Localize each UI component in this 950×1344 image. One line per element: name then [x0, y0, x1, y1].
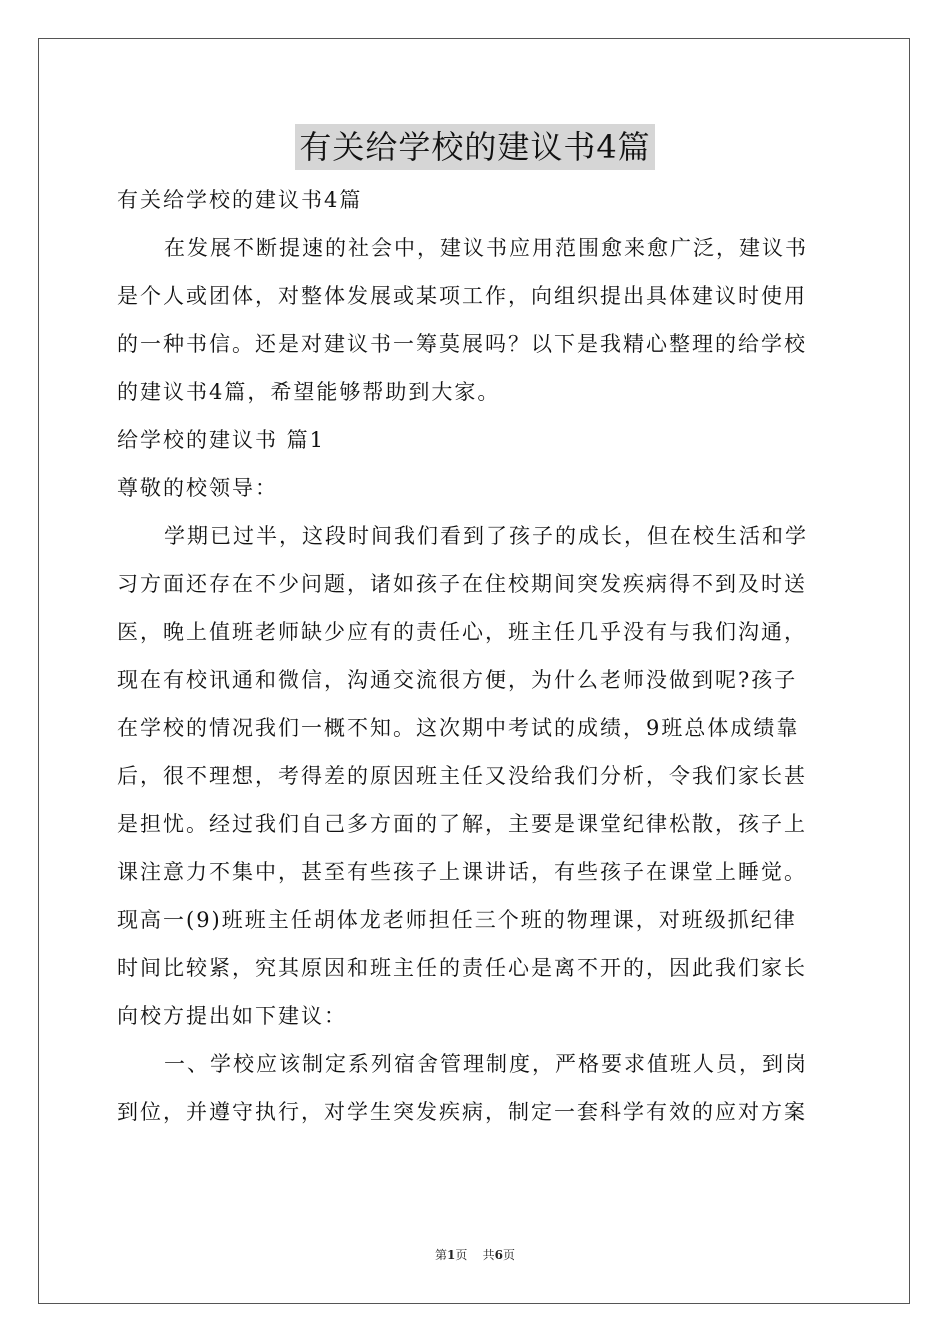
body-paragraph-line: 时间比较紧，究其原因和班主任的责任心是离不开的，因此我们家长	[117, 956, 807, 980]
body-paragraph-line: 现高一(9)班班主任胡体龙老师担任三个班的物理课，对班级抓纪律	[117, 908, 797, 932]
body-paragraph-line: 是担忧。经过我们自己多方面的了解，主要是课堂纪律松散，孩子上	[117, 812, 807, 836]
suggestion-paragraph-line: 到位，并遵守执行，对学生突发疾病，制定一套科学有效的应对方案	[117, 1100, 807, 1124]
subtitle-line: 有关给学校的建议书4篇	[117, 188, 363, 212]
body-paragraph-line: 后，很不理想，考得差的原因班主任又没给我们分析，令我们家长甚	[117, 764, 807, 788]
intro-paragraph-line: 的建议书4篇，希望能够帮助到大家。	[117, 380, 501, 404]
body-paragraph-line: 向校方提出如下建议：	[117, 1004, 347, 1028]
total-page-count: 6	[494, 1248, 503, 1262]
body-paragraph-line: 医，晚上值班老师缺少应有的责任心，班主任几乎没有与我们沟通，	[117, 620, 807, 644]
intro-paragraph-line: 的一种书信。还是对建议书一筹莫展吗？以下是我精心整理的给学校	[117, 332, 807, 356]
suggestion-paragraph-line: 一、学校应该制定系列宿舍管理制度，严格要求值班人员，到岗	[164, 1052, 808, 1076]
intro-paragraph-line: 是个人或团体，对整体发展或某项工作，向组织提出具体建议时使用	[117, 284, 807, 308]
title-area	[0, 124, 950, 170]
salutation: 尊敬的校领导：	[117, 476, 278, 500]
body-paragraph-line: 在学校的情况我们一概不知。这次期中考试的成绩，9班总体成绩靠	[117, 716, 800, 740]
section-heading: 给学校的建议书 篇1	[117, 428, 326, 452]
footer-prefix: 第	[434, 1248, 447, 1262]
body-paragraph-line: 现在有校讯通和微信，沟通交流很方便，为什么老师没做到呢?孩子	[117, 668, 798, 692]
body-paragraph-line: 学期已过半，这段时间我们看到了孩子的成长，但在校生活和学	[164, 524, 808, 548]
footer-suffix: 页	[502, 1248, 515, 1262]
intro-paragraph-line: 在发展不断提速的社会中，建议书应用范围愈来愈广泛，建议书	[164, 236, 808, 260]
current-page-number: 1	[447, 1248, 456, 1262]
body-paragraph-line: 习方面还存在不少问题，诸如孩子在住校期间突发疾病得不到及时送	[117, 572, 807, 596]
page-footer	[0, 1246, 950, 1263]
body-paragraph-line: 课注意力不集中，甚至有些孩子上课讲话，有些孩子在课堂上睡觉。	[117, 860, 807, 884]
footer-mid: 页 共	[455, 1248, 495, 1262]
document-title: 有关给学校的建议书4篇	[295, 124, 654, 170]
document-body	[117, 176, 833, 1136]
